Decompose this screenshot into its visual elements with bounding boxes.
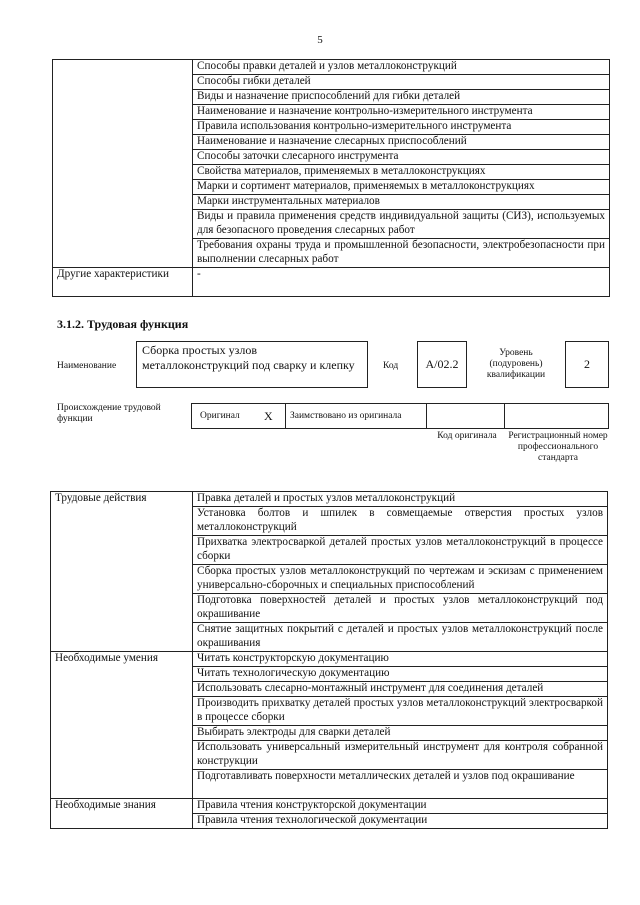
origin-label: Происхождение трудовой функции	[57, 403, 161, 424]
table-row: Способы гибки деталей	[193, 75, 610, 90]
table-row: Подготавливать поверхности металлических деталей и узлов под окрашивание	[193, 770, 608, 799]
divider	[426, 404, 427, 428]
original-mark: Х	[264, 409, 273, 423]
table-row: Использовать универсальный измерительный инструмент для контроля собранной конструкции	[193, 741, 608, 770]
table-row: Сборка простых узлов металлоконструкций по чертежам и эскизам с применением универсально-сборочных и специальных приспособлений	[193, 565, 608, 594]
table-row: Требования охраны труда и промышленной безопасности, электробезопасности при выполнении слесарных работ	[193, 239, 610, 268]
table-row: Установка болтов и шпилек в совмещаемые отверстия простых узлов металлоконструкций	[193, 507, 608, 536]
origin-box	[191, 403, 609, 429]
table-row: Виды и назначение приспособлений для гибки деталей	[193, 90, 610, 105]
table-row: Наименование и назначение слесарных приспособлений	[193, 135, 610, 150]
top-table	[52, 59, 610, 297]
code-caption: Код оригинала	[437, 431, 497, 441]
level-value: 2	[565, 341, 609, 388]
table-row: Подготовка поверхностей деталей и простых узлов металлоконструкций под окрашивание	[193, 594, 608, 623]
divider	[504, 404, 505, 428]
table-row: Правила чтения технологической документации	[193, 814, 608, 829]
name-value: Сборка простых узлов металлоконструкций под сварку и клепку	[136, 341, 368, 388]
table-row: Производить прихватку деталей простых узлов металлоконструкций электросваркой в процессе сборки	[193, 697, 608, 726]
table-row: Выбирать электроды для сварки деталей	[193, 726, 608, 741]
skills-label: Необходимые умения	[51, 652, 193, 799]
table-row: Читать конструкторскую документацию	[193, 652, 608, 667]
borrowed-label: Заимствовано из оригинала	[290, 411, 402, 421]
code-label: Код	[383, 361, 399, 371]
table-row: Правка деталей и простых узлов металлоконструкций	[193, 492, 608, 507]
divider	[285, 404, 286, 428]
table-row: Свойства материалов, применяемых в металлоконструкциях	[193, 165, 610, 180]
reg-caption: Регистрационный номер профессионального стандарта	[508, 431, 608, 463]
table-row: Использовать слесарно-монтажный инструмент для соединения деталей	[193, 682, 608, 697]
table-row: Марки инструментальных материалов	[193, 195, 610, 210]
table-row: Наименование и назначение контрольно-измерительного инструмента	[193, 105, 610, 120]
main-table	[50, 491, 608, 829]
name-label: Наименование	[57, 361, 117, 371]
table-row: Снятие защитных покрытий с деталей и простых узлов металлоконструкций после окрашивания	[193, 623, 608, 652]
table-row: Правила использования контрольно-измерительного инструмента	[193, 120, 610, 135]
actions-label: Трудовые действия	[51, 492, 193, 652]
table-row: Способы правки деталей и узлов металлоконструкций	[193, 60, 610, 75]
top-table-left-cell	[53, 60, 193, 268]
table-row: Виды и правила применения средств индивидуальной защиты (СИЗ), используемых для безопасного проведения слесарных работ	[193, 210, 610, 239]
table-row: Правила чтения конструкторской документации	[193, 799, 608, 814]
section-title: 3.1.2. Трудовая функция	[57, 317, 189, 331]
table-row: Способы заточки слесарного инструмента	[193, 150, 610, 165]
knowledge-label: Необходимые знания	[51, 799, 193, 829]
page-number: 5	[317, 34, 323, 46]
table-row: Марки и сортимент материалов, применяемых в металлоконструкциях	[193, 180, 610, 195]
table-row: Читать технологическую документацию	[193, 667, 608, 682]
original-label: Оригинал	[200, 411, 240, 421]
level-label: Уровень (подуровень) квалификации	[486, 348, 546, 380]
table-row: Прихватка электросваркой деталей простых узлов металлоконструкций в процессе сборки	[193, 536, 608, 565]
code-value: А/02.2	[417, 341, 467, 388]
other-characteristics-value: -	[193, 268, 610, 297]
other-characteristics-label: Другие характеристики	[53, 268, 193, 297]
